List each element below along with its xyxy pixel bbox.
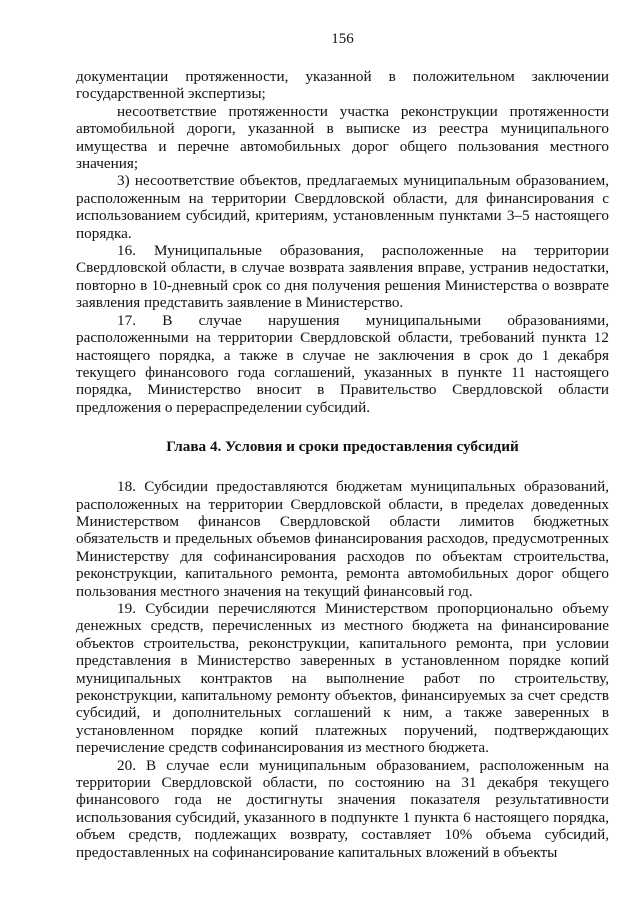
paragraph: 20. В случае если муниципальным образованием, расположенным на территории Свердловской области, по состоянию на 31 декабря текущего финансового года не достигнуты значения показателя результативности использования субсидий, указанного в подпункте 1 пункта 6 настоящего порядка, объем средств, подлежащих возврату, составляет 10% объема субсидий, предоставленных на софинансирование капитальных вложений в объекты (76, 756, 609, 861)
chapter-heading: Глава 4. Условия и сроки предоставления субсидий (166, 438, 519, 456)
paragraph: 18. Субсидии предоставляются бюджетам муниципальных образований, расположенных на территории Свердловской области, в пределах доведенных Министерством финансов Свердловской области лимитов бюджетных обязательств и предельных объемов финансирования расходов, предусмотренных Министерству для софинансирования расходов по объектам строительства, реконструкции, капитального ремонта, ремонта автомобильных дорог общего пользования местного значения на текущий финансовый год. (76, 478, 609, 600)
section-after-heading (76, 478, 609, 861)
section-before-heading (76, 68, 609, 416)
paragraph: 3) несоответствие объектов, предлагаемых муниципальным образованием, расположенным на территории Свердловской области, для финансирования с использованием субсидий, критериям, установленным пунктами 3–5 настоящего порядка. (76, 172, 609, 242)
paragraph: несоответствие протяженности участка реконструкции протяженности автомобильной дороги, указанной в выписке из реестра муниципального имущества и перечне автомобильных дорог общего пользования местного значения; (76, 102, 609, 173)
paragraph: 17. В случае нарушения муниципальными образованиями, расположенными на территории Свердловской области, требований пункта 12 настоящего порядка, а также в случае не заключения в срок до 1 декабря текущего финансового года соглашений, указанных в пункте 11 настоящего порядка, Министерство вносит в Правительство Свердловской области предложения о перераспределении субсидий. (76, 311, 609, 416)
paragraph: документации протяженности, указанной в положительном заключении государственной экспертизы; (76, 68, 609, 103)
paragraph: 16. Муниципальные образования, расположенные на территории Свердловской области, в случае возврата заявления вправе, устранив недостатки, повторно в 10-дневный срок со дня получения решения Министерства о возврате заявления представить заявление в Министерство. (76, 242, 609, 312)
document-page (76, 30, 609, 861)
page-number: 156 (331, 31, 354, 47)
paragraph: 19. Субсидии перечисляются Министерством пропорционально объему денежных средств, перечисленных из местного бюджета на финансирование объектов строительства, реконструкции, капитального ремонта, при условии представления в Министерство заверенных в установленном порядке копий муниципальных контрактов на выполнение работ по строительству, реконструкции, капитальному ремонту объектов, финансируемых за счет средств субсидий, и дополнительных соглашений к ним, а также заверенных в установленном порядке копий платежных поручений, подтверждающих перечисление средств софинансирования из местного бюджета. (76, 599, 609, 757)
